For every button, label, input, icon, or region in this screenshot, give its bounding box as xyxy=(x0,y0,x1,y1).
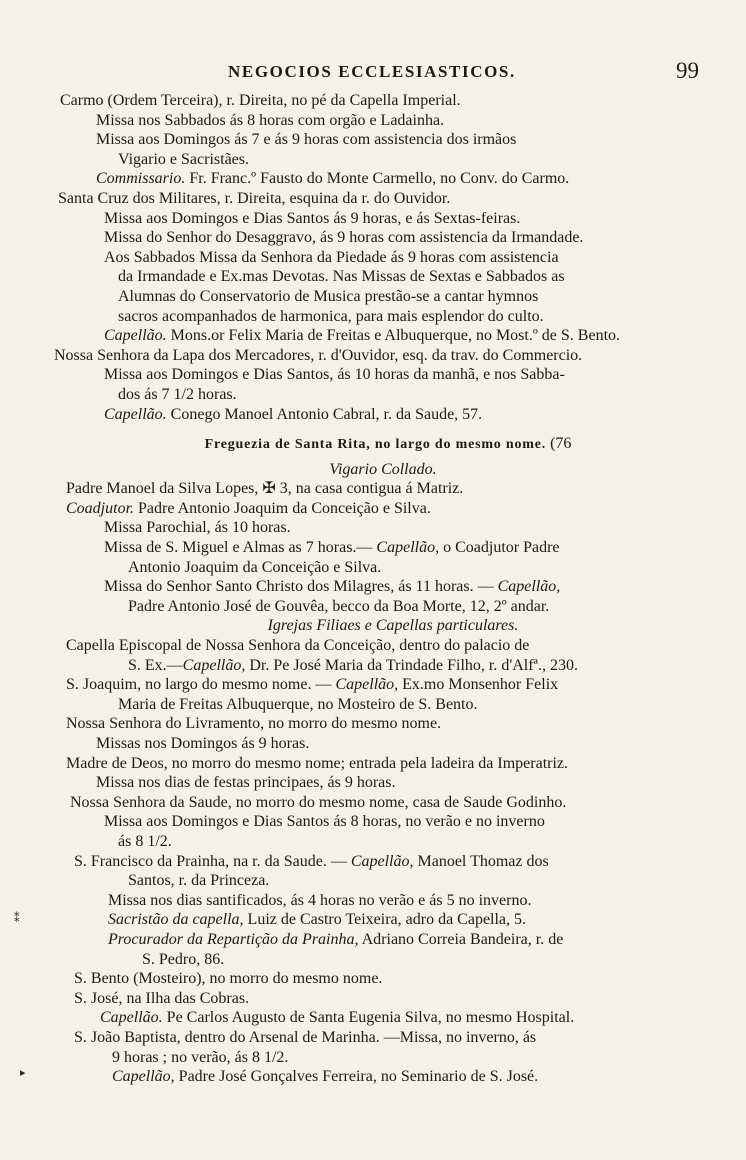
entry-title: S. Joaquim, no largo do mesmo nome. — Capellão, Ex.mo Monsenhor Felix xyxy=(66,676,559,694)
text-line: Santos, r. da Princeza. xyxy=(128,872,270,890)
margin-mark: ▸ xyxy=(20,1067,26,1079)
entry-title: Carmo (Ordem Terceira), r. Direita, no pé da Capella Imperial. xyxy=(60,92,461,109)
entry-title: Nossa Senhora da Saude, no morro do mesmo nome, casa de Saude Godinho. xyxy=(70,793,567,811)
text-line: Capellão. Mons.or Felix Maria de Freitas e Albuquerque, no Most.º de S. Bento. xyxy=(104,327,621,345)
text-line: sacros acompanhados de harmonica, para mais esplendor do culto. xyxy=(118,307,544,325)
text-line: Missa aos Domingos e Dias Santos ás 9 horas, e ás Sextas-feiras. xyxy=(104,209,521,227)
text-line: Missa nos Sabbados ás 8 horas com orgão e Ladainha. xyxy=(96,111,445,129)
subheading: Igrejas Filiaes e Capellas particulares. xyxy=(267,617,519,635)
running-title: NEGOCIOS ECCLESIASTICOS. xyxy=(228,62,516,81)
text-line: Missa nos dias santificados, ás 4 horas no verão e ás 5 no inverno. xyxy=(108,891,532,909)
text-line: Missa Parochial, ás 10 horas. xyxy=(104,519,291,537)
text-line: da Irmandade e Ex.mas Devotas. Nas Missas de Sextas e Sabbados as xyxy=(118,268,565,286)
text-line: Capellão. Conego Manoel Antonio Cabral, r. da Saude, 57. xyxy=(104,405,483,423)
entry-title: Madre de Deos, no morro do mesmo nome; entrada pela ladeira da Imperatriz. xyxy=(66,754,569,772)
section-heading: Freguezia de Santa Rita, no largo do mesmo nome. (76 xyxy=(204,435,572,453)
text-line: Missa do Senhor do Desaggravo, ás 9 horas com assistencia da Irmandade. xyxy=(104,229,584,247)
text-line: ás 8 1/2. xyxy=(118,832,172,850)
text-line: Missa nos dias de festas principaes, ás 9 horas. xyxy=(96,774,396,792)
entry-title: Capella Episcopal de Nossa Senhora da Conceição, dentro do palacio de xyxy=(66,637,530,655)
text-line: Capellão. Pe Carlos Augusto de Santa Eugenia Silva, no mesmo Hospital. xyxy=(100,1009,575,1027)
text-line: Alumnas do Conservatorio de Musica prestão-se a cantar hymnos xyxy=(118,287,539,305)
entry-title: S. João Baptista, dentro do Arsenal de Marinha. —Missa, no inverno, ás xyxy=(74,1028,537,1046)
text-line: Padre Manoel da Silva Lopes, ✠ 3, na casa contigua á Matriz. xyxy=(66,480,464,498)
text-line: Missa de S. Miguel e Almas as 7 horas.— Capellão, o Coadjutor Padre xyxy=(104,539,560,557)
text-line: Aos Sabbados Missa da Senhora da Piedade ás 9 horas com assistencia xyxy=(104,248,559,266)
entry-title: S. José, na Ilha das Cobras. xyxy=(74,989,250,1007)
text-line: Maria de Freitas Albuquerque, no Mosteiro de S. Bento. xyxy=(118,695,478,713)
text-line: Missa aos Domingos ás 7 e ás 9 horas com assistencia dos irmãos xyxy=(96,131,517,149)
text-line: Missa aos Domingos e Dias Santos, ás 10 horas da manhã, e nos Sabba- xyxy=(104,366,565,384)
text-line: 9 horas ; no verão, ás 8 1/2. xyxy=(112,1048,289,1066)
text-line: Capellão, Padre José Gonçalves Ferreira, no Seminario de S. José. xyxy=(112,1068,539,1086)
page-number: 99 xyxy=(676,58,699,83)
text-line: Coadjutor. Padre Antonio Joaquim da Conceição e Silva. xyxy=(66,499,431,517)
page-body xyxy=(0,91,746,1087)
text-line: S. Pedro, 86. xyxy=(142,950,225,968)
text-line: Vigario e Sacristães. xyxy=(118,150,249,168)
entry-title: S. Bento (Mosteiro), no morro do mesmo nome. xyxy=(74,970,383,988)
entry-title: S. Francisco da Prainha, na r. da Saude. — Capellão, Manoel Thomaz dos xyxy=(74,852,549,870)
text-line: Procurador da Repartição da Prainha, Adriano Correia Bandeira, r. de xyxy=(108,930,564,948)
entry-title: Nossa Senhora do Livramento, no morro do mesmo nome. xyxy=(66,715,442,733)
subheading: Vigario Collado. xyxy=(329,460,437,478)
text-line: Padre Antonio José de Gouvêa, becco da Boa Morte, 12, 2º andar. xyxy=(128,597,550,615)
entry-title: Santa Cruz dos Militares, r. Direita, esquina da r. do Ouvidor. xyxy=(58,189,451,207)
margin-mark: ⁑ xyxy=(14,913,20,925)
text-line: S. Ex.—Capellão, Dr. Pe José Maria da Trindade Filho, r. d'Alfª., 230. xyxy=(128,656,578,674)
text-line: Sacristão da capella, Luiz de Castro Teixeira, adro da Capella, 5. xyxy=(108,911,527,929)
text-line: Commissario. Fr. Franc.º Fausto do Monte Carmello, no Conv. do Carmo. xyxy=(96,170,570,188)
text-line: Missas nos Domingos ás 9 horas. xyxy=(96,735,310,752)
text-line: dos ás 7 1/2 horas. xyxy=(118,385,237,403)
entry-title: Nossa Senhora da Lapa dos Mercadores, r. d'Ouvidor, esq. da trav. do Commercio. xyxy=(54,346,583,364)
text-line: Missa aos Domingos e Dias Santos ás 8 horas, no verão e no inverno xyxy=(104,813,545,831)
text-line: Missa do Senhor Santo Christo dos Milagres, ás 11 horas. — Capellão, xyxy=(104,578,561,596)
page-header xyxy=(0,58,746,86)
text-line: Antonio Joaquim da Conceição e Silva. xyxy=(128,558,382,576)
